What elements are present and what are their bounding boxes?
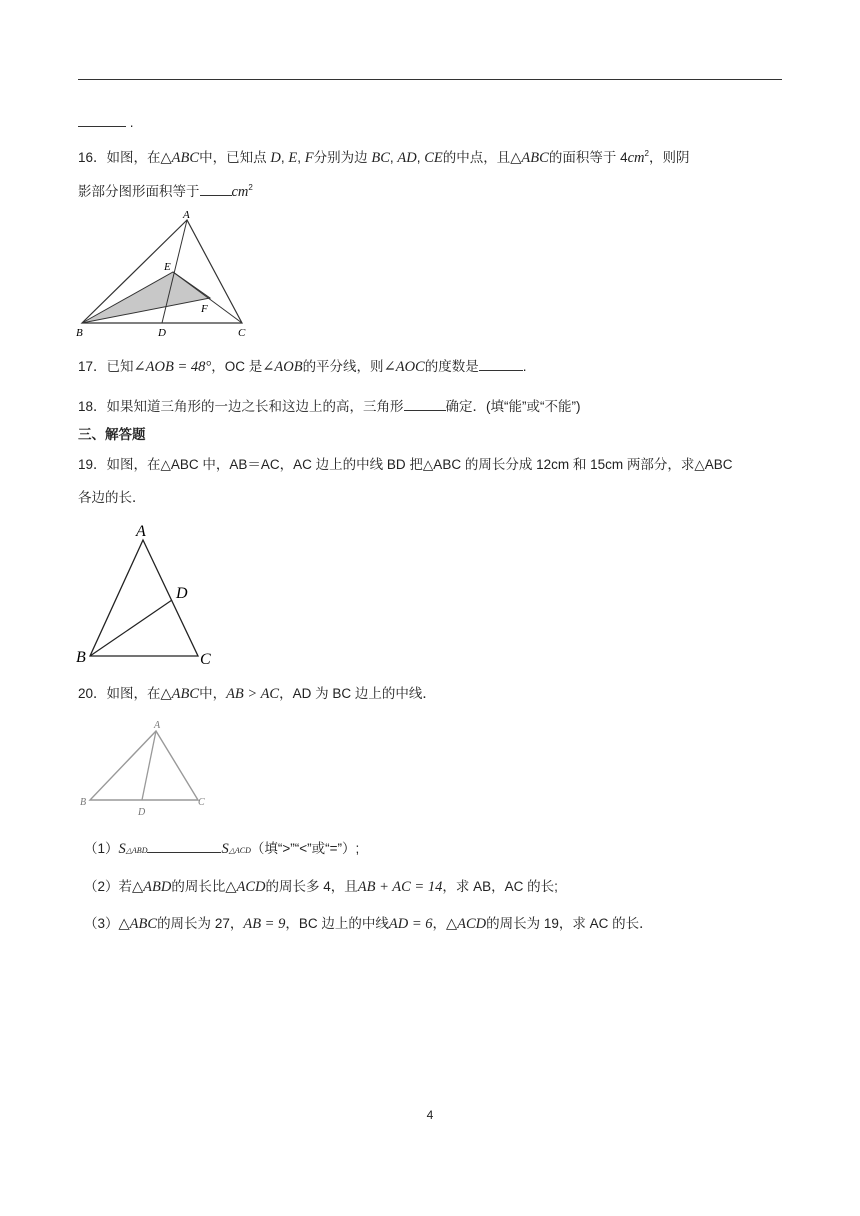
answer-blank-20-1[interactable] [147, 838, 221, 853]
label-a: A [183, 209, 190, 221]
q20-figure [74, 716, 214, 820]
label-a-19: A [136, 523, 146, 540]
label-c: C [238, 327, 246, 339]
label-b: B [76, 327, 83, 339]
header-rule [78, 79, 782, 80]
q15-tail [78, 112, 134, 133]
label-e: E [164, 261, 171, 273]
label-d-19: D [176, 585, 188, 602]
shaded-triangle-bef [82, 272, 210, 323]
q16-line-2: 影部分图形面积等于 $cm^2$ [78, 183, 253, 200]
median-ad [142, 731, 156, 800]
answer-blank-15[interactable] [78, 112, 126, 127]
q20-part-2: （2）若△ABD的周长比△ACD的周长多 4，且AB + AC = 14，求 AB，AC 的长; [84, 879, 558, 895]
section-title: 三、解答题 [78, 427, 146, 442]
q16-figure [70, 208, 270, 342]
answer-blank-18[interactable] [404, 396, 446, 411]
answer-blank-16[interactable] [200, 181, 232, 196]
label-b-19: B [76, 649, 86, 666]
q15-period: . [129, 115, 134, 130]
q20-part-1: （1）S△ABD S△ACD（填“>”“<”或“=”）; [84, 838, 359, 861]
q19-line-2: 各边的长． [78, 490, 146, 505]
q19-line-1: 19．如图，在△ABC 中，AB＝AC，AC 边上的中线 BD 把△ABC 的周长分成 12cm 和 15cm 两部分，求△ABC [78, 457, 733, 472]
answer-blank-17[interactable] [479, 356, 523, 371]
label-c-20: C [198, 797, 205, 808]
label-a-20: A [154, 720, 161, 731]
q19-figure [70, 520, 230, 670]
page-number: 4 [426, 1108, 434, 1122]
q20-part-3: （3）△ABC的周长为 27，AB = 9，BC 边上的中线AD = 6，△ACD的周长为 19，求 AC 的长． [84, 916, 653, 932]
q20-stem: 20．如图，在△ABC中，AB > AC，AD 为 BC 边上的中线． [78, 686, 436, 702]
label-c-19: C [200, 651, 211, 668]
q17: 17．已知∠AOB = 48°，OC 是∠AOB的平分线，则∠AOC的度数是 . [78, 356, 526, 377]
label-d: D [158, 327, 166, 339]
label-f: F [201, 303, 208, 315]
label-d-20: D [138, 807, 146, 818]
label-b-20: B [80, 797, 87, 808]
q18: 18．如果知道三角形的一边之长和这边上的高，三角形 确定．(填“能”或“不能”) [78, 396, 581, 417]
q16-line-1: 16．如图，在△ABC中，已知点 D, E, F分别为边 BC, AD, CE的中点，且△ABC的面积等于 $4cm^2$，则阴 [78, 149, 690, 166]
